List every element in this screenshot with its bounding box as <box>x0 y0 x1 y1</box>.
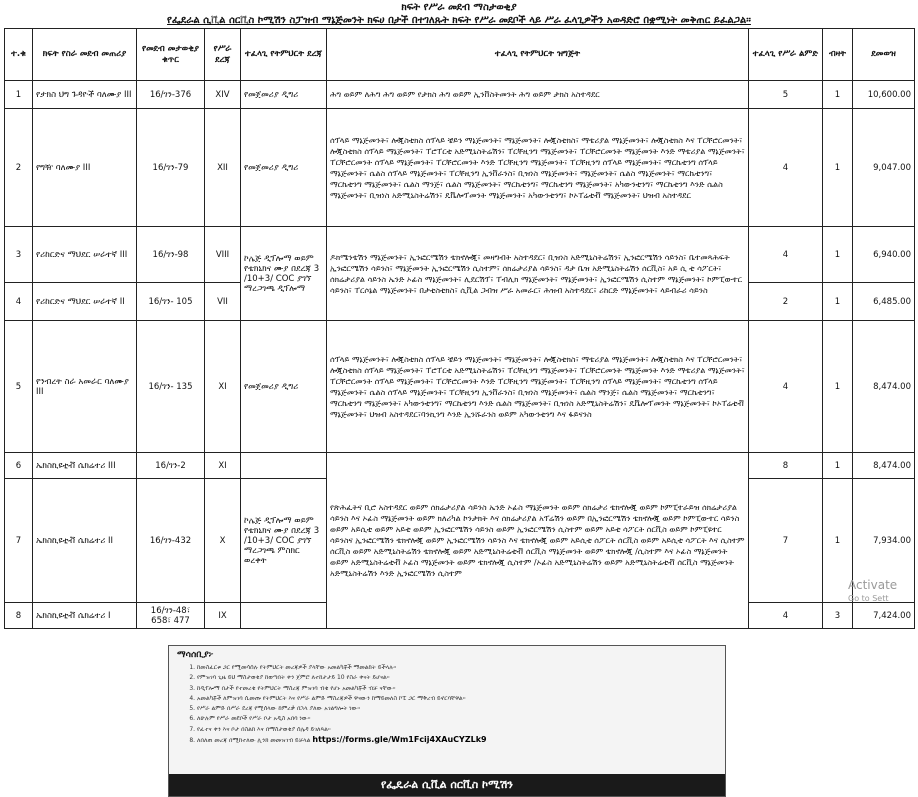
cell-no: 2 <box>5 109 33 227</box>
cell-experience: 4 <box>749 227 823 283</box>
cell-quantity: 3 <box>823 603 853 629</box>
cell-experience: 4 <box>749 109 823 227</box>
cell-salary: 8,474.00 <box>853 453 915 479</box>
cell-code: 16/ገን- 105 <box>137 283 205 321</box>
cell-experience: 8 <box>749 453 823 479</box>
notice-box <box>168 645 726 797</box>
col-header-field: ተፈላጊ የትምህርት ዝግጅት <box>327 29 749 81</box>
notice-item <box>197 735 725 746</box>
cell-education: የመጀመሪያ ዲግሪ <box>241 109 327 227</box>
cell-quantity: 1 <box>823 453 853 479</box>
cell-title: ኤክስኪዩቲቭ ሴክሬተሪ I <box>33 603 137 629</box>
cell-grade: XIV <box>205 81 241 109</box>
cell-no: 7 <box>5 479 33 603</box>
cell-no: 1 <box>5 81 33 109</box>
watermark-line2: Go to Sett <box>848 594 889 603</box>
cell-code: 16/ገን- 135 <box>137 321 205 453</box>
table-row <box>5 453 915 479</box>
cell-no: 3 <box>5 227 33 283</box>
cell-no: 4 <box>5 283 33 321</box>
cell-code: 16/ገን-79 <box>137 109 205 227</box>
col-header-salary: ደመወዝ <box>853 29 915 81</box>
notice-item: 7. የፈተና ቀን እና ቦታ በስልክ እና በማስታወቂያ ሰሌዳ ይገለጻል። <box>197 725 725 735</box>
col-header-code: የመደብ መታወቂያ ቁጥር <box>137 29 205 81</box>
cell-salary: 6,485.00 <box>853 283 915 321</box>
cell-experience: 2 <box>749 283 823 321</box>
cell-code: 16/ገን-98 <box>137 227 205 283</box>
table-row <box>5 321 915 453</box>
cell-salary: 7,934.00 <box>853 479 915 603</box>
cell-title: የታክስ ህግ ጉዳዮች ባለሙያ III <box>33 81 137 109</box>
cell-salary: 10,600.00 <box>853 81 915 109</box>
table-row <box>5 227 915 283</box>
cell-salary: 9,047.00 <box>853 109 915 227</box>
cell-experience: 4 <box>749 603 823 629</box>
cell-field: ሰፕላይ ማኔጅመንት፣ ሎጂስቲክስ ሰፕላይ ቼይን ማኔጅመንት፣ ማኔጅመንት፣ ሎጂስቲክስ፣ ማቴሪያል ማኔጅመንት፣ ሎጂስቲክስ እና ፐርቸሮርመንት፣ ሎጂስቲክስ ሰፕላይ ማኔጅመንት፣ ፐሮፐርቲ አድሚኒስትሬሽን፣ ፐርቸዚንግ ማኔጅመንት፣ ፐርቸሮርመንት ማኔጅመንት እንድ ማቴሪያል ማኔጅመንት፣ ፐርቸሮርመንት ሰፕላይ ማኔጅመንት፣ ፐርቸሮርመንት እንድ ፐርቸዚንግ ማኔጅመንት፣ ፐርቸዚንግ ሰፕላይ ማኔጅመንት፣ ማርኬቲንግ ሰፕላይ ማኔጅመንት፣ ሴልስ ሰፕላይ ማኔጅመንት፣ ፐርቸዚንግ ኢንቨራንስ፣ ቢዝነስ ማኔጅመንት፣ ማኔጅመንት፣ ሴልስ ማኔጅመንት፣ ማርኬቲንግ፣ ማርኬቲንግ ማኔጅመንት፣ ሴልስ ማንጅ፣ ሴልስ ማኔጅመንት፣ ማርኬቲንግ፣ ማርኬቲንግ ማኔጅመንት፣ አካውንቲንግ፣ ማርኬቲንግ እንድ ሴልስ ማኔጅመንት፣ ቢዝነስ አድሚኒስትሬሽን፣ ዴቬሎፕመንት ማኔጅመንት፣ አካውንቲንግ፣ ኮኦፐሬቲቭ ማኔጅመንት፣ ህዝብ አስተዳደር <box>327 109 749 227</box>
cell-salary: 6,940.00 <box>853 227 915 283</box>
cell-title: የንብረት ስራ አመራር ባለሙያ III <box>33 321 137 453</box>
table-row <box>5 109 915 227</box>
notice-item: 4. አመልካቾች ለምዝገባ ሲመጡ የትምህርት እና የሥራ ልምድ ማስረጃዎች ዋናውን ከማይመለስ ኮፒ ጋር ማቅረብ ይኖርባቸዋል። <box>197 694 725 704</box>
cell-salary: 7,424.00 <box>853 603 915 629</box>
col-header-quantity: ብዛት <box>823 29 853 81</box>
notice-item: 6. ለሁሉም የሥራ መደቦች የሥራ ቦታ አዲስ አበባ ነው። <box>197 714 725 724</box>
cell-quantity: 1 <box>823 81 853 109</box>
cell-no: 5 <box>5 321 33 453</box>
cell-education <box>241 453 327 479</box>
cell-title: ኤክስኪዩቲቭ ሴክሬተሪ III <box>33 453 137 479</box>
notice-item: 5. የሥራ ልምድ በሥራ ደረጃ የሚሰላው ከምረቃ በኋላ ያለው አገልግሎት ነው። <box>197 704 725 714</box>
notice-item: 1. ከመስፈርቱ ጋር የሚመሳሰሉ የትምህርት መረጃዎች ያላቸው አመልካቾች ማመልከት ይችላሉ። <box>197 663 725 673</box>
notice-footer-banner: የፌዴራል ሲቪል ሰርቪስ ኮሚሽን <box>169 774 725 796</box>
col-header-title: ክፍት የስራ መደብ መጠሪያ <box>33 29 137 81</box>
cell-grade: XII <box>205 109 241 227</box>
cell-quantity: 1 <box>823 109 853 227</box>
cell-field: ሰፕላይ ማኔጅመንት፣ ሎጂስቲክስ ሰፕላይ ቼይን ማኔጅመንት፣ ማኔጅመንት፣ ሎጂስቲክስ፣ ማቴሪያል ማኔጅመንት፣ ሎጂስቲክስ እና ፐርቸሮርመንት፣ ሎጂስቲክስ ሰፕላይ ማኔጅመንት፣ ፐሮፐርቲ አድሚኒስትሬሽን፣ ፐርቸዚንግ ማኔጅመንት፣ ፐርቸሮርመንት ማኔጅመንት እንድ ማቴሪያል ማኔጅመንት፣ ፐርቸሮርመንት ሰፕላይ ማኔጅመንት፣ ፐርቸሮርመንት እንድ ፐርቸዚንግ ማኔጅመንት፣ ፐርቸዚንግ ሰፕላይ ማኔጅመንት፣ ማርኬቲንግ ሰፕላይ ማኔጅመንት፣ ሴልስ ሰፕላይ ማኔጅመንት፣ ፐርቸዚንግ ኢንቨራንስ፣ ቢዝነስ ማኔጅመንት፣ ሴልስ ማንጅ፣ ሴልስ ማኔጅመንት፣ ማርኬቲንግ፣ ማርኬቲንግ ማኔጅመንት፣ አካውንቲንግ፣ ማርኬቲንግ እንድ ሴልስ ማኔጅመንት፣ ቢዝነስ አድሚኒስትሬሽን፣ ዴቬሎፕመንት ማኔጅመንት፣ ኮኦፐሬቲቭ ማኔጅመንት፣ ህዝብ አስተዳደር፣ባንኪንግ እንድ ኢንሹራንስ ወይም አካውንቲንግ እና ፋይናንስ <box>327 321 749 453</box>
cell-no: 6 <box>5 453 33 479</box>
table-header-row <box>5 29 915 81</box>
notice-item: 2. የምዝገባ ጊዜ ይህ ማስታወቂያ ከወጣበት ቀን ጀምሮ ለተከታታይ 10 የስራ ቀናት ይሆናል። <box>197 673 725 683</box>
cell-salary: 8,474.00 <box>853 321 915 453</box>
cell-quantity: 1 <box>823 321 853 453</box>
cell-grade: X <box>205 479 241 603</box>
cell-education <box>241 603 327 629</box>
notice-list <box>197 663 725 746</box>
table-row <box>5 81 915 109</box>
watermark-line1: Activate <box>848 578 898 592</box>
cell-field: ዶክሜንቴሽን ማኔጅመንት፣ ኢንፎርሜሽን ቴክኖሎጂ፣ መዛግብት አስተዳደር፣ ቢዝነስ አድሚኒስትሬሽን፣ ኢንፎርሜሽን ሳይንስ፣ ቤተመጻሕፍት ኢንፎርሜሽን ሳይንስ፣ ማኔጅመንት ኢንፎርሜሽን ሲስተም፣ ሰክሬታሪያል ሳይንስ፣ ዳታ ቤዝ አድሚኒስትሬሽን ሰርቪስ፣ አይ ሲ ቲ ሳፖርት፣ ሰክሬታሪያል ሳይንስ ኤንድ ኦፊስ ማኔጅመንት፣ ሊደርሽፕ፣ ፐብሊክ ማኔጅመንት፣ ማኔጅመንት፣ ኢንፎርሜሽን ሲስተም ማኔጅመንት፣ ኮምፒውተር ሳይንስ፣ ፐርሶኔል ማኔጅመንት፣ በታቲስቲክስ፣ ሲቪል ጋብዝ ሥራ አመራር፣ ሕዝብ አስተዳደር፣ ሪከርድ ማኔጅመንት፣ ላይብራሪ ሳይንስ <box>327 227 749 321</box>
col-header-grade: የሥራ ደረጃ <box>205 29 241 81</box>
document-header <box>0 0 918 27</box>
registration-link[interactable]: https://forms.gle/Wm1Fcij4XAuCYZLk9 <box>312 735 487 745</box>
cell-title: የሪከርድና ማህደር ሠራተኛ II <box>33 283 137 321</box>
cell-grade: IX <box>205 603 241 629</box>
cell-education: የመጀመሪያ ዲግሪ <box>241 81 327 109</box>
cell-quantity: 1 <box>823 479 853 603</box>
cell-grade: VII <box>205 283 241 321</box>
col-header-experience: ተፈላጊ የሥራ ልምድ <box>749 29 823 81</box>
cell-code: 16/ገን-48፣ 658፣ 477 <box>137 603 205 629</box>
cell-grade: XI <box>205 321 241 453</box>
cell-no: 8 <box>5 603 33 629</box>
activation-watermark <box>848 578 897 606</box>
cell-experience: 5 <box>749 81 823 109</box>
page-title: ክፍት የሥራ መደብ ማስታወቂያ <box>401 2 517 13</box>
cell-title: የግዥ ባለሙያ III <box>33 109 137 227</box>
notice-title: ማሳሰቢያ፦ <box>177 650 214 660</box>
cell-grade: XI <box>205 453 241 479</box>
cell-experience: 7 <box>749 479 823 603</box>
cell-education: የመጀመሪያ ዲግሪ <box>241 321 327 453</box>
notice-item: 3. ከዲፕሎማ በታች የተመረቁ የትምህርት ማስረጃ ምዝገባ ብቁ የሆኑ አመልካቾች ብቻ ናቸው። <box>197 684 725 694</box>
cell-education: ኮሌጅ ዲፕሎማ ወይም የቴክኒክና ሙያ በደረጃ 3 /10+3/ COC ያገኘ ማረጋገጫ ዲፕሎማ <box>241 227 327 321</box>
cell-field: ሕግ ወይም ለሕግ ሕግ ወይም የታክስ ሕግ ወይም ኢንቨስትመንት ሕግ ወይም ታክስ አስተዳደር <box>327 81 749 109</box>
vacancy-table <box>4 28 915 629</box>
cell-field: የጽሕፈትና ቢሮ አስተዳደር ወይም ሰክሬታሪያል ሳይንስ ኤንድ ኦፊስ ማኔጅመንት ወይም ሰክሬታሪ ቴክኖሎጂ ወይም ኮምፒተራይዝ ሰክሬታሪያል ሳይንስ እና ኦፊስ ማኔጅመንት ወይም ክለሪካል ኮንታክት እና ሰክሬታሪያል አፕሬሽን ወይም በኢንፎርሜሽን ቴክኖሎጂ ወይም ኮምፒውተር ሳይንስ ወይም አይሲቲ ወይም አይቲ ወይም ኢንፎርሜሽን ሳይንስ ወይም ኢንፎርሜሽን ሲስተም ወይም አይቲ ሳፖርት ሰርቪስ ወይም ኮምፒዩተር ሳይንስና ኢንፎርሜሽን ቴክኖሎጂ ወይም ኢንፎርሜሽን ሳይንስ እና ቴክኖሎጂ ወይም አይሲቲ ሰፖርት ሰርቪስ ወይም አይሲቲ ሳፖርት እና ሲስተም ሰርቪስ ወይም አድሚኒስትሬሽን ቴክኖሎጂ ወይም አድሚኒስትሬቲቭ ሰርቪስ ማኔጅመንት ወይም ቴክኖሎጂ /ሲስተም እና ኦፊስ ማኔጅመንት ወይም አድሚኒስትሬቲቭ ኦፊስ ማኔጅመንት ወይም ቴክኖሎጂ ሲስተም /ኦፊስ አድሚኒስትሬሽን ወይም አድሚኒስትሬቲቭ ሰርቪስ ማኔጅመንት አድሚኒስትሬሽን እንድ ኢንፎርሜሽን ሲስተም <box>327 453 749 629</box>
cell-code: 16/ገን-376 <box>137 81 205 109</box>
cell-quantity: 1 <box>823 227 853 283</box>
col-header-no: ተ.ቁ <box>5 29 33 81</box>
col-header-education: ተፈላጊ የትምህርት ደረጃ <box>241 29 327 81</box>
cell-quantity: 1 <box>823 283 853 321</box>
cell-code: 16/ገን-432 <box>137 479 205 603</box>
cell-code: 16/ገን-2 <box>137 453 205 479</box>
cell-title: ኤክስኪዩቲቭ ሴክሬተሪ II <box>33 479 137 603</box>
page-subtitle: የፌደራል ሲቪል ሰርቪስ ኮሚሽን ስፓዝብ ማኔጅመንት ክፍሀ በታች በተገለጹት ክፍት የሥራ መደቦች ላይ ሥራ ፈላጊዎችን አወዳድሮ በቋሚነት መቅጠር ይፈልጋል። <box>167 15 751 26</box>
cell-experience: 4 <box>749 321 823 453</box>
cell-grade: VIII <box>205 227 241 283</box>
notice-item-text: ለበለጠ መረጃ በሚከተለው ሊንክ መመዝገብ ይቻላል <box>197 737 311 745</box>
cell-title: የሪከርድና ማህደር ሠራተኛ III <box>33 227 137 283</box>
cell-education: ኮሌጅ ዲፕሎማ ወይም የቴክኒክና ሙያ በደረጃ 3 /10+3/ COC ያገኘ ማረጋገጫ ምስክር ወረቀት <box>241 479 327 603</box>
